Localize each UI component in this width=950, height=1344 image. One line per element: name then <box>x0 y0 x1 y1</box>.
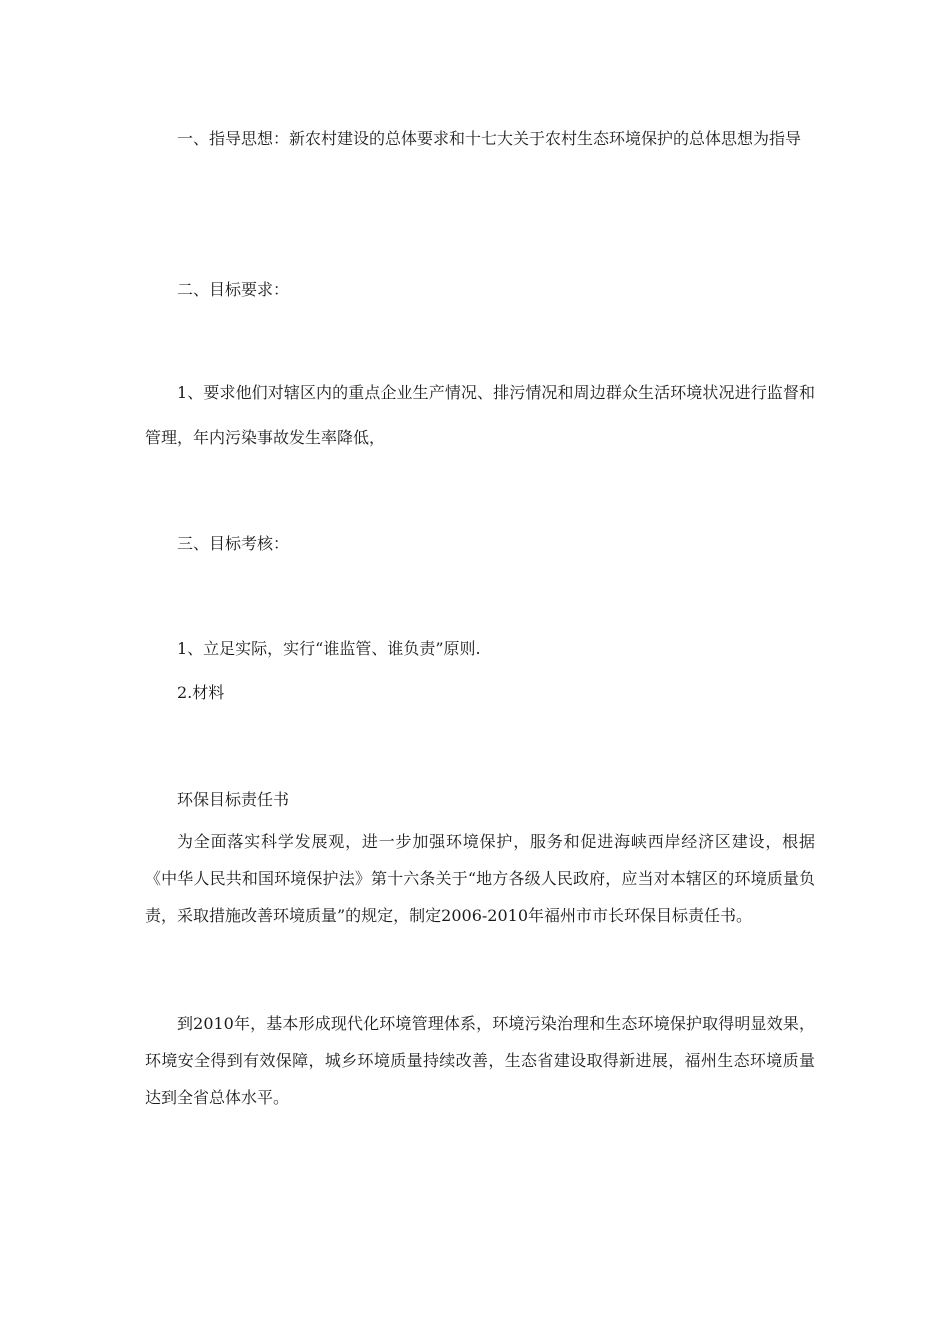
responsibility-book-title: 环保目标责任书 <box>177 790 290 809</box>
goal-assessment-heading: 三、目标考核： <box>177 534 290 553</box>
assessment-item-2: 2.材料 <box>177 683 225 702</box>
guiding-thought-paragraph: 一、指导思想：新农村建设的总体要求和十七大关于农村生态环境保护的总体思想为指导 <box>177 129 802 148</box>
responsibility-paragraph-2: 到2010年，基本形成现代化环境管理体系，环境污染治理和生态环境保护取得明显效果，环境安全得到有效保障，城乡环境质量持续改善，生态省建设取得新进展，福州生态环境质量达到全省总体水平。 <box>145 1014 815 1107</box>
responsibility-paragraph-1: 为全面落实科学发展观，进一步加强环境保护，服务和促进海峡西岸经济区建设，根据《中华人民共和国环境保护法》第十六条关于“地方各级人民政府，应当对本辖区的环境质量负责，采取措施改善环境质量”的规定，制定2006-2010年福州市市长环保目标责任书。 <box>145 832 815 925</box>
goal-requirement-item-1: 1、要求他们对辖区内的重点企业生产情况、排污情况和周边群众生活环境状况进行监督和管理，年内污染事故发生率降低， <box>145 383 815 447</box>
assessment-item-1: 1、立足实际，实行“谁监管、谁负责”原则. <box>177 639 481 658</box>
goal-requirements-heading: 二、目标要求： <box>177 280 290 299</box>
